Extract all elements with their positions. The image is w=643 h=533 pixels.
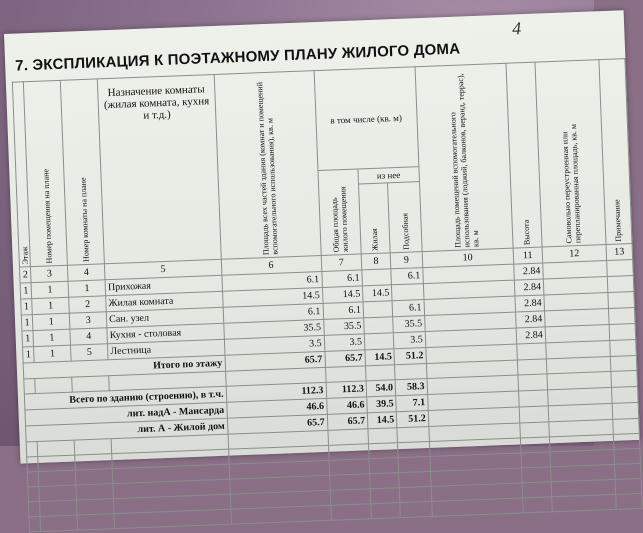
summary-aux-area: 51.2 <box>396 411 428 428</box>
col-num: 9 <box>390 252 422 269</box>
height-cell: 2.84 <box>515 311 545 328</box>
purpose-cell: Кухня - столовая <box>107 323 224 343</box>
summary-living-area: 39.5 <box>367 396 397 413</box>
floor-total-general: 65.7 <box>324 350 365 368</box>
empty-cell <box>611 386 638 403</box>
floor-cell: 1 <box>20 283 32 299</box>
empty-cell <box>610 355 637 371</box>
col-num: 5 <box>105 259 222 279</box>
empty-cell <box>399 486 431 502</box>
note-cell <box>607 260 634 277</box>
empty-cell <box>397 426 429 442</box>
summary-living-area: 14.5 <box>367 412 397 429</box>
col-num: 13 <box>606 244 633 261</box>
header-floor: Этаж <box>12 82 30 267</box>
header-of-which: из нее <box>358 167 419 184</box>
empty-cell <box>27 471 39 486</box>
empty-cell <box>77 514 115 530</box>
empty-cell <box>615 478 642 494</box>
empty-cell <box>521 452 551 468</box>
aux-area-cell: 6.1 <box>392 300 424 317</box>
empty-cell <box>329 474 370 491</box>
header-aux-area: Площадь помещений вспомогательного использования (лоджий, балконов, веранд, террас), кв. м <box>415 63 513 251</box>
general-area-cell: 35.5 <box>323 318 364 336</box>
empty-cell <box>325 366 366 383</box>
header-note: Примечание <box>599 59 632 245</box>
empty-cell <box>328 444 369 461</box>
empty-cell <box>612 402 639 419</box>
total-area-cell: 6.1 <box>223 303 324 323</box>
col-num: 8 <box>361 253 391 270</box>
total-area-cell: 6.1 <box>221 271 322 291</box>
empty-cell <box>75 454 113 470</box>
aux-area-cell: 35.5 <box>393 316 425 333</box>
purpose-cell: Сан. узел <box>106 307 223 327</box>
empty-cell <box>40 500 78 516</box>
empty-cell <box>24 379 36 394</box>
general-area-cell: 14.5 <box>322 286 363 304</box>
col-num: 2 <box>19 267 31 283</box>
header-plan-no: Номер помещения на плане <box>24 80 68 266</box>
empty-cell <box>522 482 552 498</box>
note-cell <box>608 307 635 324</box>
plan-number-cell: 1 <box>32 297 70 314</box>
empty-cell <box>76 484 114 500</box>
empty-cell <box>28 501 40 516</box>
aux-area-cell: 3.5 <box>393 332 425 349</box>
aux-area-cell <box>392 284 424 301</box>
living-area-cell: 14.5 <box>362 285 392 302</box>
document-page <box>4 10 640 463</box>
empty-cell <box>72 376 110 392</box>
empty-cell <box>330 504 371 521</box>
empty-cell <box>74 439 112 455</box>
empty-cell <box>35 377 73 393</box>
plan-number-cell: 1 <box>33 329 71 346</box>
empty-cell <box>40 515 78 531</box>
aux-area-cell: 6.1 <box>391 268 423 285</box>
empty-cell <box>327 429 368 446</box>
summary-aux-area: 7.1 <box>396 395 428 412</box>
purpose-cell: Жилая комната <box>106 291 223 311</box>
page-number: 4 <box>511 18 522 39</box>
floor-total-area: 65.7 <box>224 351 325 371</box>
plan-number-cell: 1 <box>32 313 70 330</box>
general-area-cell: 6.1 <box>323 302 364 320</box>
floor-cell: 1 <box>23 347 35 363</box>
empty-cell <box>27 457 39 472</box>
header-room-no: Номер комнаты на плане <box>60 79 104 265</box>
empty-cell <box>519 406 549 423</box>
floor-cell: 1 <box>21 299 33 315</box>
empty-cell <box>38 470 76 486</box>
general-area-cell: 6.1 <box>321 270 362 288</box>
empty-cell <box>370 473 400 489</box>
empty-cell <box>522 497 552 513</box>
empty-cell <box>552 494 617 511</box>
header-height: Высота <box>506 62 542 248</box>
summary-living-area: 54.0 <box>366 380 396 397</box>
empty-cell <box>29 516 41 531</box>
summary-general-area: 46.6 <box>326 397 367 415</box>
empty-cell <box>399 471 431 487</box>
empty-cell <box>369 458 399 474</box>
empty-cell <box>614 463 641 479</box>
header-general-area: Общая площадь жилого помещения <box>317 169 361 255</box>
empty-cell <box>613 433 640 449</box>
empty-cell <box>28 486 40 501</box>
header-purpose: Назначение комнаты (жилая комната, кухня и т.д.) <box>97 74 220 263</box>
total-area-cell: 35.5 <box>223 319 324 339</box>
room-number-cell: 2 <box>69 296 107 313</box>
empty-cell <box>368 428 398 444</box>
document-title: 7. ЭКСПЛИКАЦИЯ К ПОЭТАЖНОМУ ПЛАНУ ЖИЛОГО ДОМА <box>14 40 461 75</box>
empty-cell <box>520 422 550 438</box>
note-cell <box>609 323 636 340</box>
empty-cell <box>516 343 546 360</box>
empty-cell <box>230 505 331 524</box>
empty-cell <box>114 509 231 528</box>
empty-cell <box>431 498 523 516</box>
empty-cell <box>614 448 641 464</box>
empty-cell <box>75 469 113 485</box>
empty-cell <box>611 370 638 387</box>
col-num: 6 <box>221 256 322 276</box>
room-number-cell: 1 <box>68 280 106 297</box>
plan-number-cell: 1 <box>31 281 69 298</box>
summary-label: Всего по зданию (строению), в т.ч. <box>24 386 226 410</box>
summary-total-area: 65.7 <box>227 414 328 434</box>
empty-cell <box>521 467 551 483</box>
height-cell: 2.84 <box>514 279 544 296</box>
empty-cell <box>365 365 395 381</box>
summary-total-area: 46.6 <box>226 398 327 418</box>
floor-cell: 1 <box>22 331 34 347</box>
col-num: 10 <box>422 248 514 267</box>
header-total-area: Площадь всех частей здания (комнат и помещений вспомогательного использования), кв. м <box>214 71 321 260</box>
summary-label: лит. надА - Мансарда <box>25 402 227 426</box>
empty-cell <box>615 493 642 509</box>
living-area-cell <box>364 333 394 350</box>
empty-cell <box>395 364 427 380</box>
empty-cell <box>77 499 115 515</box>
height-cell: 2.84 <box>515 295 545 312</box>
summary-general-area: 112.3 <box>326 381 367 399</box>
empty-cell <box>610 339 637 356</box>
col-num: 4 <box>68 264 106 281</box>
height-cell: 2.84 <box>513 263 543 280</box>
empty-cell <box>330 489 371 506</box>
empty-cell <box>398 456 430 472</box>
living-area-cell <box>364 317 394 334</box>
living-area-cell <box>362 269 392 286</box>
empty-cell <box>398 441 430 457</box>
summary-label: лит. А - Жилой дом <box>26 418 228 442</box>
col-num: 11 <box>513 247 543 264</box>
empty-cell <box>37 440 75 456</box>
summary-aux-area: 58.3 <box>395 379 427 396</box>
living-area-cell <box>363 301 393 318</box>
col-num: 7 <box>321 254 362 272</box>
empty-cell <box>370 488 400 504</box>
explication-table <box>12 58 643 532</box>
room-number-cell: 3 <box>69 312 107 329</box>
empty-cell <box>400 501 432 517</box>
col-num: 12 <box>542 245 607 263</box>
floor-total-label: Итого по этажу <box>23 355 225 379</box>
header-auxiliary: Подсобная <box>388 182 422 253</box>
summary-general-area: 65.7 <box>327 413 368 431</box>
total-area-cell: 3.5 <box>224 335 325 355</box>
purpose-cell: Прихожая <box>105 275 222 295</box>
summary-total-area: 112.3 <box>226 382 327 402</box>
empty-cell <box>368 443 398 459</box>
header-living: Жилая <box>359 183 391 254</box>
floor-total-aux: 51.2 <box>394 348 426 365</box>
plan-number-cell: 1 <box>34 345 72 362</box>
empty-cell <box>613 418 640 434</box>
note-cell <box>607 276 634 293</box>
general-area-cell: 3.5 <box>324 334 365 352</box>
purpose-cell: Лестница <box>108 339 225 359</box>
room-number-cell: 5 <box>71 344 109 361</box>
empty-cell <box>371 503 401 519</box>
col-num: 3 <box>31 265 69 282</box>
empty-cell <box>520 437 550 453</box>
empty-cell <box>38 455 76 471</box>
empty-cell <box>329 459 370 476</box>
height-cell: 2.84 <box>516 327 546 344</box>
empty-cell <box>517 359 547 375</box>
room-number-cell: 4 <box>70 328 108 345</box>
header-unauthorized: Самовольно переустроенная или перепланированная площадь, кв. м <box>535 60 606 247</box>
total-area-cell: 14.5 <box>222 287 323 307</box>
note-cell <box>608 292 635 309</box>
floor-total-living: 14.5 <box>365 349 395 366</box>
empty-cell <box>518 390 548 407</box>
floor-cell: 1 <box>21 315 33 331</box>
header-including: в том числе (кв. м) <box>314 67 419 171</box>
empty-cell <box>26 442 38 457</box>
empty-cell <box>518 374 548 391</box>
empty-cell <box>39 485 77 501</box>
